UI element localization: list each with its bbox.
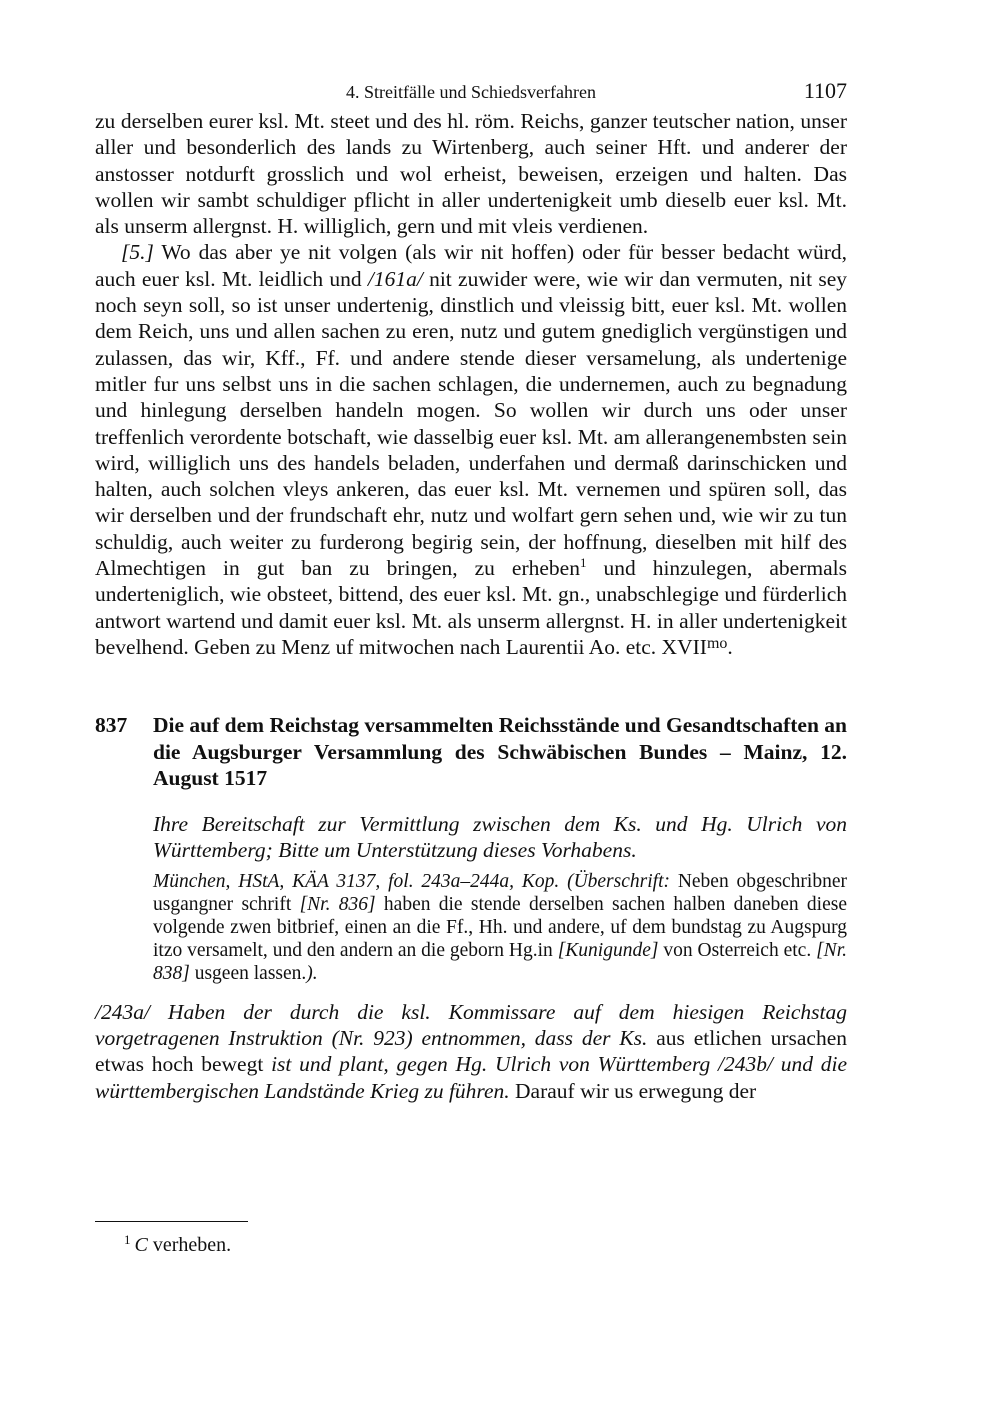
document-text <box>95 999 847 1104</box>
footnote-text: verheben. <box>147 1234 232 1256</box>
running-header <box>95 78 847 108</box>
source-text: haben die stende derselben sachen halben daneben diese volgende zwen bitbrief, einen an die Ff., Hh. und andere, uf dem bundstag zu Augspurg itzo versamelt, und den andern an die geborn Hg.in <box>153 893 847 961</box>
paragraph-end: . <box>727 634 733 659</box>
paragraph-5 <box>95 239 847 660</box>
paragraph-text: aus etlichen ursachen etwas hoch bewegt <box>95 1026 847 1077</box>
source-ref: [Nr. 836] <box>299 893 376 915</box>
superscript-mo: mo <box>706 634 728 652</box>
footnote-divider <box>95 1221 248 1222</box>
document-body <box>95 108 847 1104</box>
paragraph-text: zu derselben eurer ksl. Mt. steet und des hl. röm. Reichs, ganzer teutscher nation, unser aller und besonderlich des lands zu Wirtenberg, auch seiner Hft. und anderer der anstosser notdurft grosslich und wol erheist, beweisen, erzeigen und halten. Das wollen wir sambt schuldiger pflicht in aller undertenigkeit umb dieselb euer ksl. Mt. als unserm allergnst. H. williglich, gern und mit vleis verdienen. <box>95 109 847 239</box>
paragraph-text: Wo das aber ye nit volgen (als wir nit hoffen) oder für besser bedacht würd, auch euer ksl. Mt. leidlich und <box>95 240 847 291</box>
source-text: von Osterreich etc. <box>658 939 817 961</box>
document-title: Die auf dem Reichstag versammelten Reichsstände und Gesandtschaften an die Augsburger Versammlung des Schwäbischen Bundes – Mainz, 12. August 1517 <box>153 713 847 790</box>
document-heading <box>95 712 847 791</box>
source-note <box>153 870 847 985</box>
editorial-summary: ist und plant, gegen Hg. Ulrich von Württemberg /243b/ und die württembergischen Landstände Krieg zu führen. <box>95 1052 847 1103</box>
source-ref: [Kunigunde] <box>557 939 659 961</box>
page-number: 1107 <box>803 78 847 103</box>
folio-mark: /161a/ <box>367 266 423 291</box>
footnote-1 <box>124 1228 231 1257</box>
footnote-mark: 1 <box>124 1232 131 1247</box>
paragraph-text: Darauf wir us erwegung der <box>509 1078 757 1103</box>
footnote-siglum: C <box>134 1234 148 1256</box>
paragraph-text: nit zuwider were, wie wir dan vermuten, nit sey noch seyn soll, so ist unser undertenig, dinstlich und vleissig bitt, euer ksl. Mt. wollen dem Reich, uns und allen sachen zu eren, nutz und gutem gnediglich vergünstigen und zulassen, das wir, Kff., Ff. und andere stende dieser versamelung, als undertenige mitler fur uns selbst uns in die sachen schlagen, die undernemen, auch zu begnadung und hinlegung derselben handeln mogen. So wollen wir durch uns oder unser treffenlich verordente botschaft, wie dasselbig euer ksl. Mt. am allerangenembsten sein wird, williglich uns des handels beladen, underfahen und dermaß darinschicken und halten, auch solchen vleys ankeren, das euer ksl. Mt. vernemen und spüren soll, das wir derselben und der frundschaft ehr, nutz und wolfart gern sehen und, wie wir zu tun schuldig, auch weiter zu furderong begirig sein, der hoffnung, dieselben mit hilf des Almechtigen in gut ban zu bringen, zu erheben <box>95 266 847 581</box>
source-text: Neben obgeschribner usgangner schrift <box>153 870 847 915</box>
editorial-summary: /243a/ Haben der durch die ksl. Kommissare auf dem hiesigen Reichstag vorgetragenen Instruktion (Nr. 923) entnommen, dass der Ks. <box>95 999 847 1051</box>
paragraph-text: und hinzulegen, abermals underteniglich, wie obsteet, bittend, des euer ksl. Mt. gn., unabschlegige und fürderlich antwort wartend und damit euer ksl. Mt. als unserm allergnst. H. in aller undertenigkeit bevelhend. Geben zu Menz uf mitwochen nach Laurentii Ao. etc. XVII <box>95 556 847 659</box>
paragraph-marker: [5.] <box>121 240 154 265</box>
page <box>95 78 847 1104</box>
document-number: 837 <box>95 713 128 738</box>
source-close: ). <box>306 962 318 984</box>
paragraph-continuation <box>95 108 847 239</box>
source-text: usgeen lassen. <box>189 962 307 984</box>
source-archive: München, HStA, KÄA 3137, fol. 243a–244a, Kop. (Überschrift: <box>153 870 670 892</box>
source-ref: [Nr. 838] <box>153 939 847 984</box>
running-title: 4. Streitfälle und Schiedsverfahren <box>346 82 596 102</box>
document-summary: Ihre Bereitschaft zur Vermittlung zwischen dem Ks. und Hg. Ulrich von Württemberg; Bitte um Unterstützung dieses Vorhabens. <box>153 812 847 863</box>
footnote-ref: 1 <box>579 555 587 571</box>
